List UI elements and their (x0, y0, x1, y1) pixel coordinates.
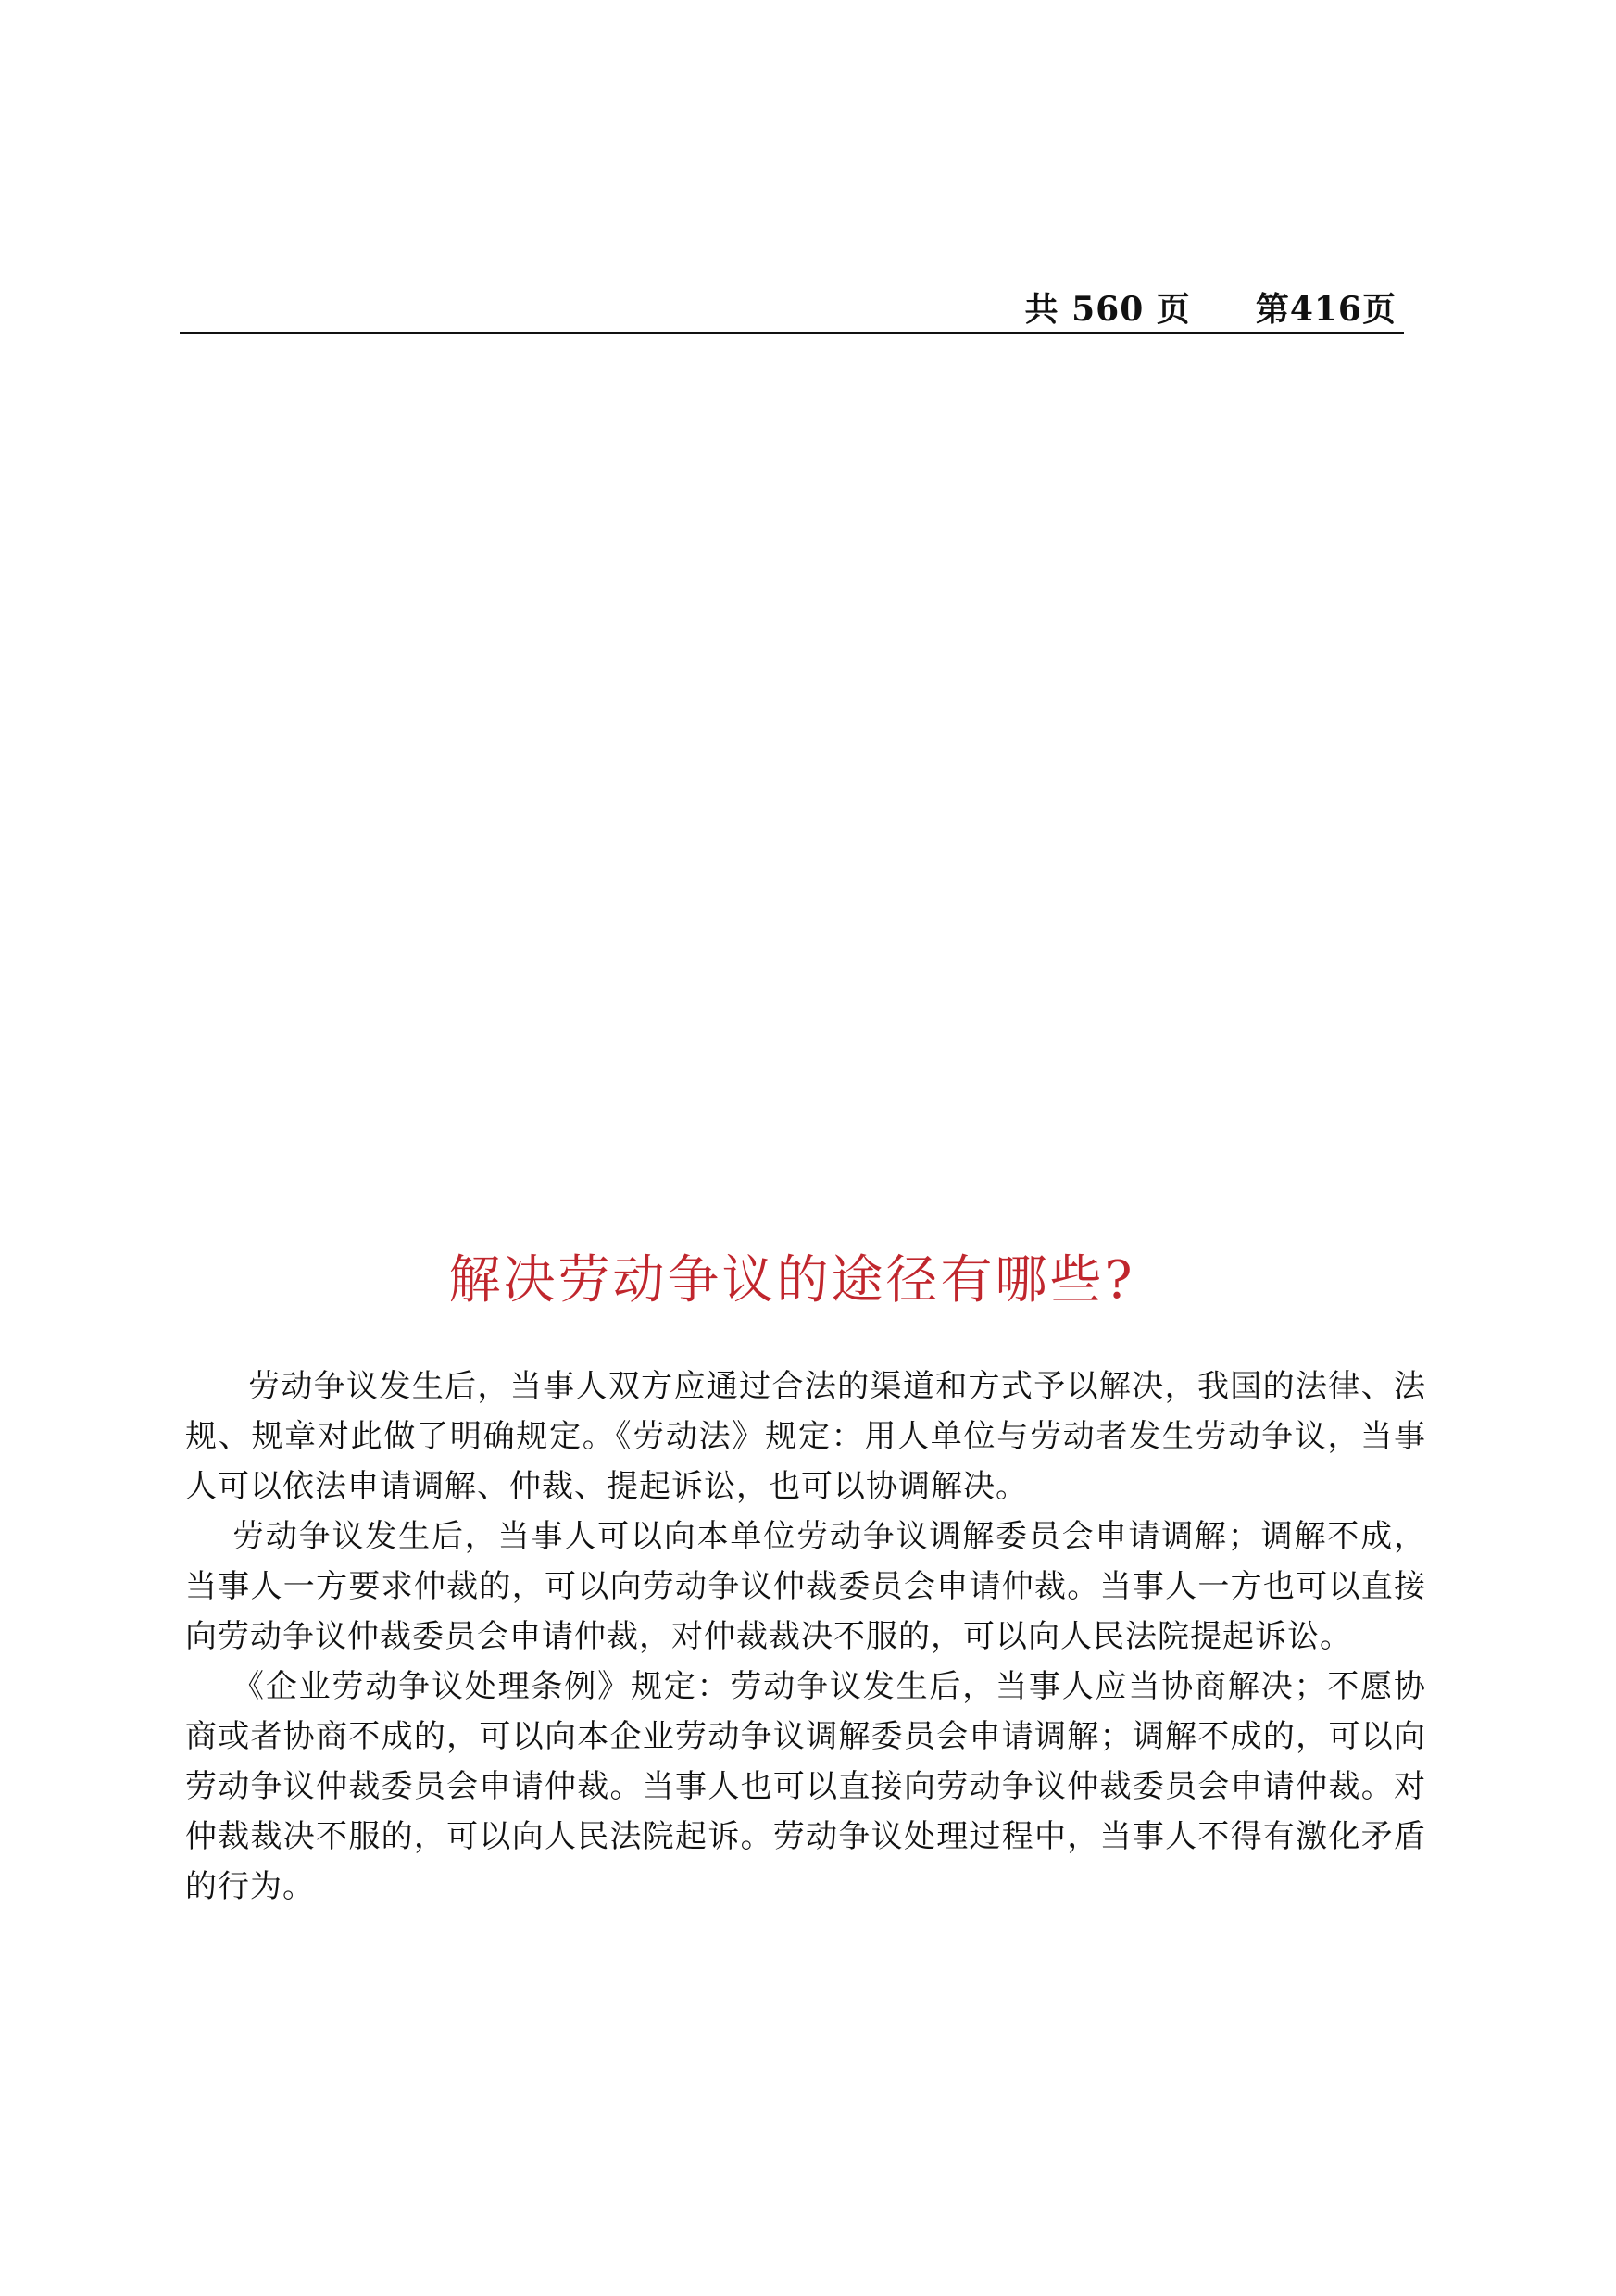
current-prefix: 第 (1255, 290, 1290, 329)
total-prefix: 共 (1024, 290, 1059, 329)
paragraph-1: 劳动争议发生后，当事人双方应通过合法的渠道和方式予以解决，我国的法律、法规、规章对此做了明确规定。《劳动法》规定：用人单位与劳动者发生劳动争议，当事人可以依法申请调解、仲裁、提起诉讼，也可以协调解决。 (185, 1368, 1426, 1505)
current-suffix: 页 (1361, 290, 1397, 329)
page-counter (1025, 283, 1397, 331)
total-suffix: 页 (1156, 290, 1191, 329)
paragraph-3: 《企业劳动争议处理条例》规定：劳动争议发生后，当事人应当协商解决；不愿协商或者协商不成的，可以向本企业劳动争议调解委员会申请调解；调解不成的，可以向劳动争议仲裁委员会申请仲裁。当事人也可以直接向劳动争议仲裁委员会申请仲裁。对仲裁裁决不服的，可以向人民法院起诉。劳动争议处理过程中，当事人不得有激化矛盾的行为。 (185, 1668, 1426, 1905)
paragraph-2: 劳动争议发生后，当事人可以向本单位劳动争议调解委员会申请调解；调解不成，当事人一方要求仲裁的，可以向劳动争议仲裁委员会申请仲裁。当事人一方也可以直接向劳动争议仲裁委员会申请仲裁，对仲裁裁决不服的，可以向人民法院提起诉讼。 (185, 1518, 1426, 1655)
article-body (185, 1361, 1426, 1912)
current-page: 416 (1289, 290, 1362, 329)
article-title: 解决劳动争议的途径有哪些? (448, 1250, 1135, 1311)
page-header (180, 278, 1404, 334)
total-pages: 560 (1071, 290, 1145, 329)
